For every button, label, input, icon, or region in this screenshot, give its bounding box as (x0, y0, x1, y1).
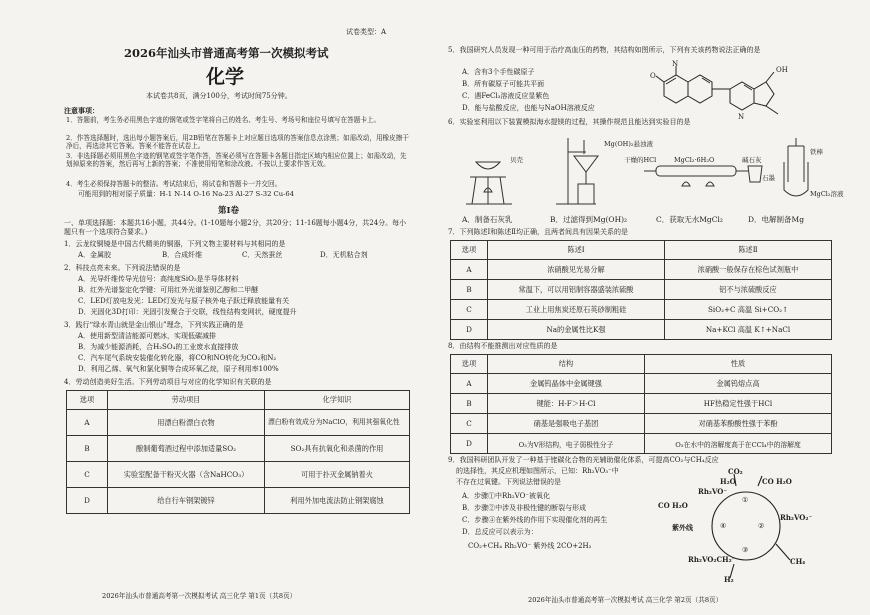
table-header-row (67, 391, 410, 410)
q6-label-lime: 碱石灰 (742, 156, 762, 164)
q2-option-b: B．红外光谱鉴定化学键：可用红外光谱鉴别乙醇和二甲醚 (78, 286, 259, 294)
q3-option-d: D．利用乙烯、氧气和氯化铜等合成环氧乙烷，原子利用率100% (78, 365, 279, 373)
paper-type: 试卷类型：A (346, 28, 387, 36)
q3-stem: 3．践行“绿水青山就是金山银山”理念，下列实践正确的是 (64, 321, 244, 329)
q1-option-b: B．合成纤维 (162, 251, 203, 259)
q6-label-shell: 贝壳 (510, 156, 523, 164)
table-header-cell: 性质 (645, 355, 832, 374)
table-row (451, 320, 832, 340)
table-row (67, 436, 410, 462)
q7-stem: 7．下列陈述Ⅰ和陈述Ⅱ均正确，且两者间具有因果关系的是 (448, 228, 628, 236)
q4-stem: 4．劳动创造美好生活。下列劳动项目与对应的化学知识有关联的是 (64, 378, 272, 386)
q5-option-a: A．含有3个手性碳原子 (462, 68, 535, 76)
paper-info: 本试卷共8页，满分100分，考试时间75分钟。 (146, 92, 292, 100)
q9-label-co-h2o: CO H₂O (762, 477, 792, 486)
q6-label-hcl: 干燥的HCl (624, 156, 657, 164)
table-cell: SO₂具有抗氧化和杀菌的作用 (265, 436, 410, 462)
q9-label-ch4: CH₄ (790, 557, 806, 566)
table-cell: C (451, 414, 488, 434)
q5-stem: 5．我国研究人员发现一种可用于治疗高血压的药物，其结构如图所示，下列有关该药物说法正确的是 (448, 46, 761, 54)
table-cell: 常温下，可以用铝制容器盛装浓硫酸 (488, 280, 665, 300)
notice-4: 4．考生必须保持答题卡的整洁。考试结束后，将试卷和答题卡一并交回。 (66, 180, 282, 188)
table-cell: 利用外加电流法防止钢架腐蚀 (265, 488, 410, 514)
q9-label-b: Rh₂VO₂⁻ (780, 513, 813, 522)
q7-table (450, 240, 832, 340)
table-cell: D (67, 488, 108, 514)
table-cell: O₃在水中的溶解度高于在CCl₄中的溶解度 (645, 434, 832, 454)
table-cell: D (451, 434, 488, 454)
svg-text:N: N (672, 60, 679, 68)
atomic-masses: 可能用到的相对原子质量：H-1 N-14 O-16 Na-23 Al-27 S-32 Cu-64 (78, 190, 295, 198)
q9-step-2: ② (758, 522, 765, 530)
q9-total-reaction: CO₂+CH₄ Rh₂VO⁻ 紫外线 2CO+2H₂ (468, 542, 592, 550)
table-row (67, 488, 410, 514)
table-cell: 可用于扑灭金属钠着火 (265, 462, 410, 488)
q2-option-a: A．光导纤维传导光信号：高纯度SiO₂是半导体材料 (78, 275, 239, 283)
q9-label-cooh: CO H₂O (658, 501, 688, 510)
q1-stem: 1．云龙纹铜镜是中国古代精美的铜器，下列文物主要材料与其相同的是 (64, 240, 286, 248)
q6-label-precip: Mg(OH)₂悬浊液 (604, 140, 653, 148)
q9-stem-line-1: 9．我国科研团队开发了一种基于铑碳化合物的光辅助催化体系，可提高CO₂与CH₄反应 (448, 456, 719, 464)
q6-option-d: D．电解制备Mg (748, 215, 804, 224)
table-cell: A (451, 260, 488, 280)
q3-option-b: B．为减少能源消耗，合H₂SO₄的工业废水直接排放 (78, 343, 239, 351)
q1-option-d: D．无机粘合剂 (320, 251, 368, 259)
q2-stem: 2．科技点亮未来。下列说法错误的是 (64, 264, 181, 272)
table-cell: 酿制葡萄酒过程中添加适量SO₂ (108, 436, 265, 462)
q9-label-uv: 紫外线 (672, 523, 693, 532)
table-header-cell: 劳动项目 (108, 391, 265, 410)
q2-option-c: C．LED灯放电发光：LED灯发光与原子核外电子跃迁释放能量有关 (78, 297, 290, 305)
q9-step-1: ① (742, 496, 749, 504)
table-cell: 实验室配备干粉灭火器（含NaHCO₃） (108, 462, 265, 488)
table-row (67, 462, 410, 488)
table-cell: 用漂白粉漂白衣物 (108, 410, 265, 436)
table-row (451, 280, 832, 300)
q5-option-c: C．遇FeCl₃溶液反应显紫色 (462, 92, 550, 100)
table-header-row (451, 241, 832, 260)
q5-option-b: B．所有碳原子可能共平面 (462, 80, 545, 88)
table-header-cell: 陈述Ⅰ (488, 241, 665, 260)
q9-option-b: B．步骤②中涉及非极性键的断裂与形成 (462, 504, 587, 512)
table-cell: 键能：H-F＞H-Cl (488, 394, 645, 414)
q9-label-h2: H₂ (724, 575, 734, 584)
table-cell: Na的金属性比K强 (488, 320, 665, 340)
table-cell: Na+KCl 高温 K↑+NaCl (665, 320, 832, 340)
table-header-row (451, 355, 832, 374)
q9-option-c: C．步骤④在紫外线的作用下实现催化剂的再生 (462, 516, 608, 524)
table-cell: 对硝基苯酚酸性强于苯酚 (645, 414, 832, 434)
footer-left: 2026年汕头市普通高考第一次模拟考试 高三化学 第1页（共8页） (102, 592, 297, 600)
notice-title: 注意事项： (64, 106, 99, 115)
table-cell: B (67, 436, 108, 462)
table-cell: 金属钨熔点高 (645, 374, 832, 394)
table-cell: 漂白粉有效成分为NaClO，利用其强氧化性 (265, 410, 410, 436)
table-row (451, 300, 832, 320)
table-cell: 给自行车钢架镀锌 (108, 488, 265, 514)
svg-text:O: O (650, 72, 656, 80)
table-cell: 工业上用焦炭还原石英砂制粗硅 (488, 300, 665, 320)
q1-option-a: A．金属胶 (78, 251, 112, 259)
subject-title: 化学 (206, 66, 245, 88)
q3-option-c: C．汽车尾气系统安装催化转化器，将CO和NO转化为CO₂和N₂ (78, 354, 277, 362)
q9-option-d: D．总反应可以表示为： (462, 528, 538, 536)
table-row (451, 414, 832, 434)
table-header-cell: 选项 (451, 355, 488, 374)
table-cell: B (451, 394, 488, 414)
q9-step-4: ④ (720, 522, 727, 530)
q6-stem: 6．实验室利用以下装置模拟海水提镁的过程，其操作规范且能达到实验目的是 (448, 118, 691, 126)
q9-label-a: Rh₂VO⁻ (698, 487, 728, 496)
q9-label-c: Rh₂VO₂CH₂⁻ (688, 555, 736, 564)
part-1-title: 一、单项选择题：本题共16小题，共44分。(1-10题每小题2分，共20分；11-16题每小题4分，共24分。每小题只有一个选项符合要求。) (64, 219, 407, 236)
svg-text:N: N (738, 113, 745, 121)
q8-stem: 8．由结构不能推测出对应性质的是 (448, 342, 558, 350)
svg-text:OH: OH (776, 66, 788, 74)
footer-right: 2026年汕头市普通高考第一次模拟考试 高三化学 第2页（共8页） (528, 596, 723, 604)
q4-table (66, 390, 410, 514)
q6-option-b: B．过滤得到Mg(OH)₂ (550, 215, 628, 224)
table-row (451, 374, 832, 394)
table-header-cell: 化学知识 (265, 391, 410, 410)
q6-label-iron: 铁棒 (810, 148, 823, 156)
table-header-cell: 选项 (67, 391, 108, 410)
table-row (451, 434, 832, 454)
table-cell: A (451, 374, 488, 394)
table-cell: O₃为V形结构，电子弱极性分子 (488, 434, 645, 454)
section-1-title: 第Ⅰ卷 (218, 206, 239, 216)
q9-step-3: ③ (742, 546, 749, 554)
q6-apparatus-figure (456, 132, 844, 212)
table-header-cell: 选项 (451, 241, 488, 260)
table-header-cell: 陈述Ⅱ (665, 241, 832, 260)
q9-label-h2o: H₂O (720, 477, 736, 486)
notice-3: 3．非选择题必须用黑色字迹的钢笔或签字笔作答，答案必须写在答题卡各题目指定区域内相应位置上；如需改动，先划掉原来的答案，然后再写上新的答案；不准使用铅笔和涂改液。不按以上要求作答无效。 (66, 152, 407, 169)
table-cell: 硝基是强吸电子基团 (488, 414, 645, 434)
notice-2: 2．作答选择题时，选出每小题答案后，用2B铅笔在答题卡上对应题目选项的答案信息点涂黑；如需改动，用橡皮擦干净后，再选涂其它答案。答案不能答在试卷上。 (66, 134, 409, 151)
table-cell: SiO₂+C 高温 Si+CO₂↑ (665, 300, 832, 320)
q9-stem-line-3: 不存在过氧键。下列说法错误的是 (456, 478, 561, 486)
table-cell: B (451, 280, 488, 300)
q6-option-a: A．制备石灰乳 (462, 215, 513, 224)
table-cell: 金属钨晶体中金属键强 (488, 374, 645, 394)
table-cell: 浓硝酸一般保存在棕色试剂瓶中 (665, 260, 832, 280)
table-cell: 浓硝酸见光易分解 (488, 260, 665, 280)
q6-option-c: C．获取无水MgCl₂ (656, 215, 723, 224)
q8-table (450, 354, 832, 454)
q6-label-soln: MgCl₂溶液 (810, 190, 844, 198)
table-row (451, 260, 832, 280)
table-cell: HF热稳定性强于HCl (645, 394, 832, 414)
table-row (451, 394, 832, 414)
notice-1: 1．答题前，考生务必用黑色字迹的钢笔或签字笔将自己的姓名、考生号、考场号和座位号填写在答题卡上。 (66, 116, 381, 124)
table-header-cell: 结构 (488, 355, 645, 374)
q9-stem-line-2: 的选择性，其反应机理如图所示，已知：Rh₂VO₃⁻中 (456, 467, 619, 475)
table-cell: A (67, 410, 108, 436)
q3-option-a: A．使用新型清洁能源可燃冰，实现低碳减排 (78, 332, 217, 340)
table-cell: C (67, 462, 108, 488)
q6-label-mgcl2: MgCl₂·6H₂O (674, 156, 715, 164)
q9-option-a: A．步骤①中Rh₂VO⁻被氧化 (462, 492, 551, 500)
q2-option-d: D．光固化3D打印：光固引发聚合于交联，线性结构变网状，硬度提升 (78, 308, 297, 316)
q9-label-co2: CO₂ (728, 467, 743, 476)
table-cell: C (451, 300, 488, 320)
q9-cycle-diagram (658, 468, 836, 584)
table-cell: D (451, 320, 488, 340)
q1-option-c: C．天然蚕丝 (242, 251, 283, 259)
q5-option-d: D．能与盐酸反应，也能与NaOH溶液反应 (462, 104, 595, 112)
table-row (67, 410, 410, 436)
exam-title: 2026年汕头市普通高考第一次模拟考试 (124, 46, 329, 60)
q6-label-graphite: 石墨 (762, 174, 775, 182)
table-cell: 铝不与浓硫酸反应 (665, 280, 832, 300)
